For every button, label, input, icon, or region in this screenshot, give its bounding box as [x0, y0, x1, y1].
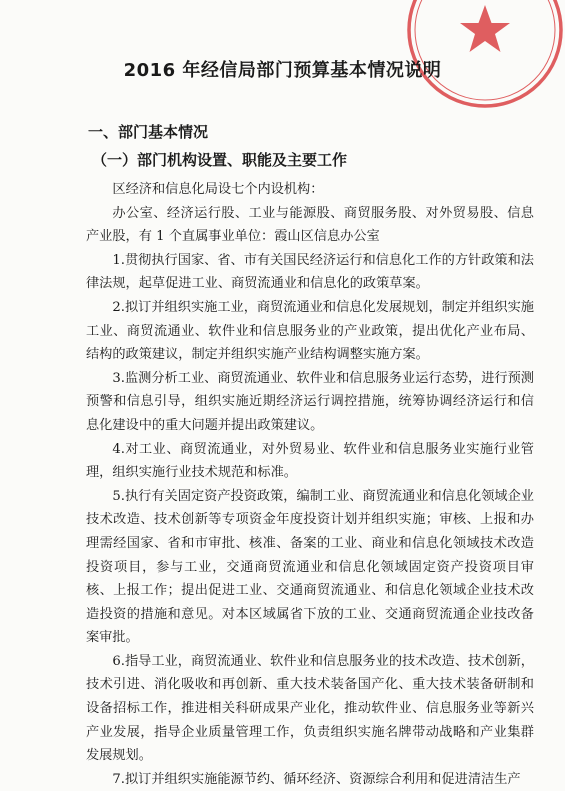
paragraph: 6.指导工业，商贸流通业、软件业和信息服务业的技术改造、技术创新，技术引进、消化吸收和再创新、重大技术装备国产化、重大技术装备研制和设备招标工作，推进相关科研成果产业化，推动软件业、信息服务业等新兴产业发展，指导企业质量管理工作，负责组织实施名牌带动战略和产业集群发展规划。	[86, 653, 534, 764]
subsection-heading: （一）部门机构设置、职能及主要工作	[92, 151, 348, 169]
paragraph: 5.执行有关固定资产投资政策，编制工业、商贸流通业和信息化领域企业技术改造、技术创新等专项资金年度投资计划并组织实施；审核、上报和办理需经国家、省和市审批、核准、备案的工业、商业和信息化领域技术改造投资项目，参与工业，交通商贸流通业和信息化领域固定资产投资项目审核、上报工作；提出促进工业、交通商贸流通业、和信息化领域企业技术改造投资的措施和意见。对本区域属省下放的工业、交通商贸流通企业技改备案审批。	[86, 488, 534, 646]
paragraph: 4.对工业、商贸流通业，对外贸易业、软件业和信息服务业实施行业管理，组织实施行业技术规范和标准。	[86, 441, 534, 481]
paragraph: 2.拟订并组织实施工业，商贸流通业和信息化发展规划，制定并组织实施工业、商贸流通业、软件业和信息服务业的产业政策，提出优化产业布局、结构的政策建议，制定并组织实施产业结构调整实施方案。	[86, 299, 534, 363]
paragraph: 1.贯彻执行国家、省、市有关国民经济运行和信息化工作的方针政策和法律法规，起草促进工业、商贸流通业和信息化的政策草案。	[86, 252, 534, 292]
paragraph: 区经济和信息化局设七个内设机构：	[112, 182, 324, 197]
paragraph: 办公室、经济运行股、工业与能源股、商贸服务股、对外贸易股、信息产业股，有 1 个直属事业单位：霞山区信息办公室	[86, 205, 534, 245]
section-heading: 一、部门基本情况	[88, 123, 209, 141]
paragraph: 7.拟订并组织实施能源节约、循环经济、资源综合利用和促进清洁生产	[112, 771, 521, 787]
paragraph: 3.监测分析工业、商贸流通业、软件业和信息服务业运行态势，进行预测预警和信息引导，组织实施近期经济运行调控措施，统筹协调经济运行和信息化建设中的重大问题并提出政策建议。	[86, 370, 534, 433]
seal-star-icon	[460, 5, 510, 52]
document-title: 2016 年经信局部门预算基本情况说明	[123, 60, 442, 81]
body-text	[86, 178, 534, 791]
